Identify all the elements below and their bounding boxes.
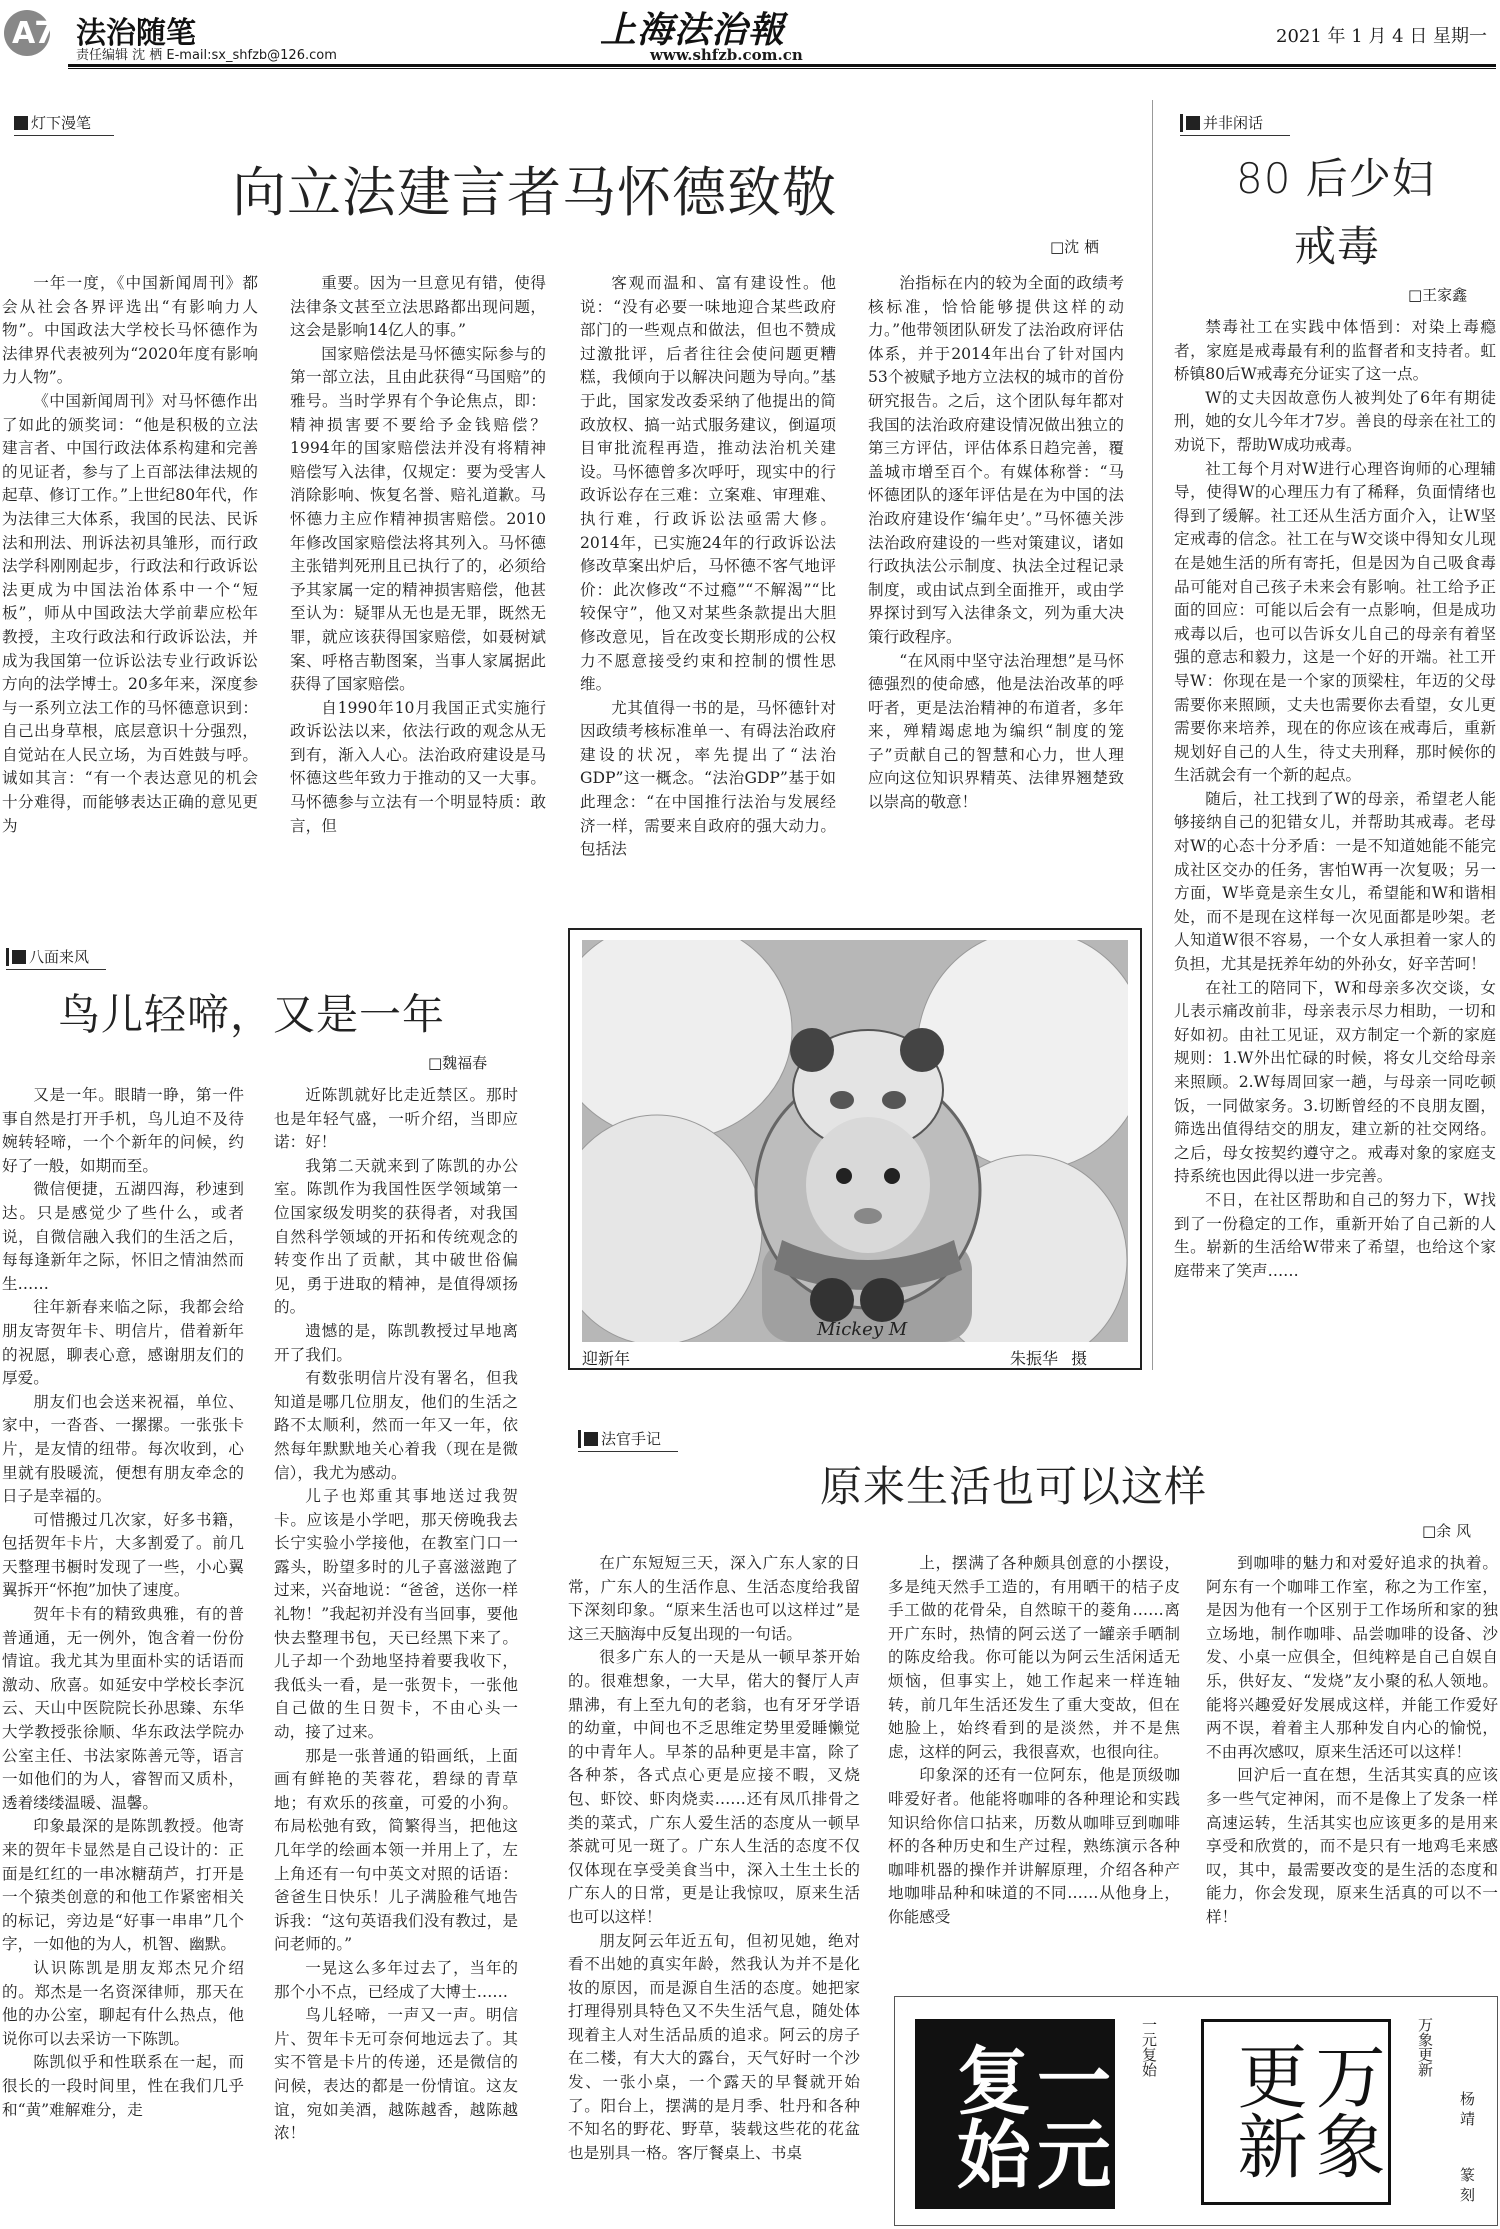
seal-caption-2: 万象更新 bbox=[1416, 2017, 1434, 2077]
article-life-col1: 在广东短短三天，深入广东人家的日常，广东人的生活作息、生活态度给我留下深刻印象。“原来生活也可以这样过”是这三天脑海中反复出现的一句话。 很多广东人的一天是从一顿早茶开始的。很难想象，一大早，偌大的餐厅人声鼎沸，有上至九旬的老翁，也有牙牙学语的幼童，中间也不乏思维定势里爱睡懒觉的中青年人。早茶的品种更是丰富，除了各种茶，各式点心更是应接不暇，叉烧包、虾饺、虾肉烧卖……还有凤爪排骨之类的菜式，广东人爱生活的态度从一顿早茶就可见一斑了。广东人生活的态度不仅仅体现在享受美食当中，深入土生土长的广东人的日常，更是让我惊叹，原来生活也可以这样！ 朋友阿云年近五旬，但初见她，绝对看不出她的真实年龄，然我认为并不是化妆的原因，而是源自生活的态度。她把家打理得别具特色又不失生活气息，随处体现着主人对生活品质的追求。阿云的房子在二楼，有大大的露台，天气好时一个沙发、一张小桌，一个露天的早餐就开始了。阳台上，摆满的是月季、牡丹和各种不知名的野花、野草，装载这些花的花盆也是别具一格。客厅餐桌上、书桌 bbox=[568, 1554, 860, 2162]
column-label-bingfei: 并非闲话 bbox=[1180, 112, 1290, 136]
photo-caption: 迎新年 bbox=[582, 1349, 631, 1368]
article-title-life: 原来生活也可以这样 bbox=[820, 1462, 1208, 1511]
seal-yiyuan: 一元复始 bbox=[915, 2019, 1115, 2209]
article-birds-col1: 又是一年。眼睛一睁，第一件事自然是打开手机，鸟儿迫不及待婉转轻啼，一个个新年的问候，约好了一般，如期而至。 微信便捷，五湖四海，秒速到达。只是感觉少了些什么，或者说，自微信融入我们的生活之后，每每逢新年之际，怀旧之情油然而生…… 往年新春来临之际，我都会给朋友寄贺年卡、明信片，借着新年的祝愿，聊表心意，感谢朋友们的厚爱。 朋友们也会送来祝福，单位、家中，一沓沓、一摞摞。一张张卡片，是友情的纽带。每次收到，心里就有股暖流，便想有朋友牵念的日子是幸福的。 可惜搬过几次家，好多书籍，包括贺年卡片，大多割爱了。前几天整理书橱时发现了一些，小心翼翼拆开“怀抱”加快了速度。 贺年卡有的精致典雅，有的普普通通，无一例外，饱含着一份份情谊。我尤其为里面朴实的话语而激动、欣喜。如延安中学校长李沉云、天山中医院院长孙思臻、东华大学教授张徐顺、华东政法学院办公室主任、书法家陈善元等，语言一如他们的为人，睿智而又质朴，透着缕缕温暖、温馨。 印象最深的是陈凯教授。他寄来的贺年卡显然是自己设计的：正面是红红的一串冰糖葫芦，打开是一个猿类创意的和他工作紧密相关的标记，旁边是“好事一串串”几个字，一如他的为人，机智、幽默。 认识陈凯是朋友郑杰兄介绍的。郑杰是一名资深律师，那天在他的办公室，聊起有什么热点，他说你可以去采访一下陈凯。 陈凯似乎和性联系在一起，而很长的一段时间里，性在我们几乎和“黄”难解难分，走 bbox=[2, 1086, 244, 2119]
article-drug-body: 禁毒社工在实践中体悟到：对染上毒瘾者，家庭是戒毒最有利的监督者和支持者。虹桥镇80后W戒毒充分证实了这一点。 W的丈夫因故意伤人被判处了6年有期徒刑，她的女儿今年才7岁。善良的母亲在社工的劝说下，帮助W成功戒毒。 社工每个月对W进行心理咨询师的心理辅导，使得W的心理压力有了稀释，负面情绪也得到了缓解。社工还从生活方面介入，让W坚定戒毒的信念。社工在与W交谈中得知女儿现在是她生活的所有寄托，但是因为自己吸食毒品可能对自己孩子未来会有影响。社工给予正面的回应：可能以后会有一点影响，但是成功戒毒以后，也可以告诉女儿自己的母亲有着坚强的意志和毅力，这是一个好的开端。社工开导W：你现在是一个家的顶梁柱，年迈的父母需要你来照顾，丈夫也需要你去看望，女儿更需要你来培养，现在的你应该在戒毒后，重新规划好自己的人生，待丈夫刑释，那时候你的生活就会有一个新的起点。 随后，社工找到了W的母亲，希望老人能够接纳自己的犯错女儿，并帮助其戒毒。老母对W的心态十分矛盾：一是不知道她能不能完成社区交办的任务，害怕W再一次复吸；另一方面，W毕竟是亲生女儿，希望能和W和谐相处，而不是现在这样每一次见面都是吵架。老人知道W很不容易，一个女人承担着一家人的负担，尤其是抚养年幼的外孙女，好辛苦呵！ 在社工的陪同下，W和母亲多次交谈，女儿表示痛改前非，母亲表示尽力相助，一切和好如初。由社工见证，双方制定一个新的家庭规则：1.W外出忙碌的时候，将女儿交给母亲来照顾。2.W每周回家一趟，与母亲一同吃顿饭，一同做家务。3.切断曾经的不良朋友圈，筛选出值得结交的朋友，建立新的社交网络。之后，母女按契约遵守之。戒毒对象的家庭支持系统也因此得以进一步完善。 不日，在社区帮助和自己的努力下，W找到了一份稳定的工作，重新开始了自己新的人生。崭新的生活给W带来了希望，也给这个家庭带来了笑声…… bbox=[1174, 318, 1496, 1280]
article-title-birds: 鸟儿轻啼，又是一年 bbox=[58, 990, 446, 1039]
column-label-bamian: 八面来风 bbox=[6, 946, 106, 970]
byline-wei: □魏福春 bbox=[428, 1054, 488, 1072]
seal-artist: 杨 靖 bbox=[1458, 2091, 1476, 2126]
article-ma-col3: 客观而温和、富有建设性。他说：“没有必要一味地迎合某些政府部门的一些观点和做法，但也不赞成过激批评，后者往往会使问题更糟糕，我倾向于以解决问题为导向。”基于此，国家发改委采纳了他提出的简政放权、搞一站式服务建议，倒逼项目审批流程再造，推动法治机关建设。马怀德曾多次呼吁，现实中的行政诉讼存在三难：立案难、审理难、执行难，行政诉讼法亟需大修。2014年，已实施24年的行政诉讼法修改草案出炉后，马怀德不客气地评价：此次修改“不过瘾”“不解渴”“比较保守”，他又对某些条款提出大胆修改意见，旨在改变长期形成的公权力不愿意接受约束和控制的惯性思维。 尤其值得一书的是，马怀德针对因政绩考核标准单一、有碍法治政府建设的状况，率先提出了“法治GDP”这一概念。“法治GDP”基于如此理念：“在中国推行法治与发展经济一样，需要来自政府的强大动力。包括法 bbox=[580, 274, 836, 859]
issue-date: 2021 年 1 月 4 日 星期一 bbox=[1276, 26, 1488, 47]
article-ma-col2: 重要。因为一旦意见有错，使得法律条文甚至立法思路都出现问题，这会是影响14亿人的事。” 国家赔偿法是马怀德实际参与的第一部立法，且由此获得“马国赔”的雅号。当时学界有个争论焦点，即：精神损害要不要给予金钱赔偿？1994年的国家赔偿法并没有将精神赔偿写入法律，仅规定：要为受害人消除影响、恢复名誉、赔礼道歉。马怀德力主应作精神损害赔偿。2010年修改国家赔偿法将其列入。马怀德主张错判死刑且已执行了的，必须给予其家属一定的精神损害赔偿，他甚至认为：疑罪从无也是无罪，既然无罪，就应该获得国家赔偿，如聂树斌案、呼格吉勒图案，当事人家属据此获得了国家赔偿。 自1990年10月我国正式实施行政诉讼法以来，依法行政的观念从无到有，渐入人心。法治政府建设是马怀德这些年致力于推动的又一大事。马怀德参与立法有一个明显特质：敢言，但 bbox=[290, 274, 546, 835]
svg-text:Mickey M: Mickey M bbox=[817, 1319, 908, 1340]
column-label-faguan: 法官手记 bbox=[578, 1428, 678, 1452]
seal-caption-1: 一元复始 bbox=[1140, 2017, 1158, 2077]
article-ma-col4: 治指标在内的较为全面的政绩考核标准，恰恰能够提供这样的动力。”他带领团队研发了法治政府评估体系，并于2014年出台了针对国内53个被赋予地方立法权的城市的首份研究报告。之后，这个团队每年都对我国的法治政府建设情况做出独立的第三方评估，评估体系日趋完善，覆盖城市增至百个。有媒体称誉：“马怀德团队的逐年评估是在为中国的法治政府建设作‘编年史’。”马怀德关涉法治政府建设的一些对策建议，诸如行政执法公示制度、执法全过程记录制度，或由试点到全面推开，或由学界探讨到写入法律条文，列为重大决策行政程序。 “在风雨中坚守法治理想”是马怀德强烈的使命感，他是法治改革的呼吁者，更是法治精神的布道者，多年来，殚精竭虑地为编织“制度的笼子”贡献自己的智慧和心力，世人理应向这位知识界精英、法律界翘楚致以崇高的敬意！ bbox=[868, 274, 1124, 812]
photo-credit: 朱振华 摄 bbox=[1010, 1349, 1088, 1368]
photo-frame bbox=[568, 928, 1142, 1370]
article-life-col2: 上，摆满了各种颇具创意的小摆设，多是纯天然手工造的，有用晒干的桔子皮手工做的花骨朵，自然晾干的菱角……离开广东时，热情的阿云送了一罐亲手晒制的陈皮给我。你可能以为阿云生活闲适无烦恼，但事实上，她工作起来一样连轴转，前几年生活还发生了重大变故，但在她脸上，始终看到的是淡然，并不是焦虑，这样的阿云，我很喜欢，也很向往。 印象深的还有一位阿东，他是顶级咖啡爱好者。他能将咖啡的各种理论和实践知识给你信口拈来，历数从咖啡豆到咖啡杯的各种历史和生产过程，熟练演示各种咖啡机器的操作并讲解原理，介绍各种产地咖啡品种和味道的不同……从他身上，你能感受 bbox=[888, 1554, 1180, 1926]
section-title: 法治随笔 bbox=[76, 16, 196, 51]
seal-wanxiang: 万象更新 bbox=[1201, 2019, 1391, 2205]
article-life-col3: 到咖啡的魅力和对爱好追求的执着。阿东有一个咖啡工作室，称之为工作室，是因为他有一个区别于工作场所和家的独立场地，制作咖啡、品尝咖啡的设备、沙发、小桌一应俱全，但纯粹是自己自娱自乐，供好友、“发烧”友小聚的私人领地。能将兴趣爱好发展成这样，并能工作爱好两不误，着着主人那种发自内心的愉悦，不由再次感叹，原来生活还可以这样！ 回沪后一直在想，生活其实真的应该多一些气定神闲，而不是像上了发条一样高速运转，生活其实也应该更多的是用来享受和欣赏的，而不是只有一地鸡毛来感叹，其中，最需要改变的是生活的态度和能力，你会发现，原来生活真的可以不一样！ bbox=[1206, 1554, 1498, 1926]
column-label-dengxia: 灯下漫笔 bbox=[14, 112, 114, 136]
byline-shen: □沈 栖 bbox=[1050, 238, 1099, 256]
column-divider bbox=[1152, 100, 1153, 1370]
editor-line: 责任编辑 沈 栖 E-mail:sx_shfzb@126.com bbox=[76, 48, 337, 63]
article-title-drug-l1: 80 后少妇 bbox=[1236, 154, 1435, 203]
article-birds-col2: 近陈凯就好比走近禁区。那时也是年轻气盛，一听介绍，当即应诺：好！ 我第二天就来到了陈凯的办公室。陈凯作为我国性医学领域第一位国家级发明奖的获得者，对我国自然科学领域的开拓和传统观念的转变作出了贡献，其中破世俗偏见，勇于进取的精神，是值得颂扬的。 遗憾的是，陈凯教授过早地离开了我们。 有数张明信片没有署名，但我知道是哪几位朋友，他们的生活之路不太顺利，然而一年又一年，依然每年默默地关心着我（现在是微信），我尤为感动。 儿子也郑重其事地送过我贺卡。应该是小学吧，那天傍晚我去长宁实验小学接他，在教室门口一露头，盼望多时的儿子喜滋滋跑了过来，兴奋地说：“爸爸，送你一样礼物！”我起初并没有当回事，要他快去整理书包，天已经黑下来了。儿子却一个劲地坚持着要我收下，我低头一看，是一张贺卡，一张他自己做的生日贺卡，不由心头一动，接了过来。 那是一张普通的铅画纸，上面画有鲜艳的芙蓉花，碧绿的青草地；有欢乐的孩童，可爱的小狗。布局松弛有致，简繁得当，把他这几年学的绘画本领一并用上了，左上角还有一句中英文对照的话语：爸爸生日快乐！儿子满脸稚气地告诉我：“这句英语我们没有教过，是问老师的。” 一晃这么多年过去了，当年的那个小不点，已经成了大博士…… 鸟儿轻啼，一声又一声。明信片、贺年卡无可奈何地远去了。其实不管是卡片的传递，还是微信的问候，表达的都是一份情谊。这友谊，宛如美酒，越陈越香，越陈越浓！ bbox=[274, 1086, 518, 2143]
masthead-rule-thin bbox=[68, 68, 1496, 69]
article-title-drug-l2: 戒毒 bbox=[1294, 222, 1381, 271]
byline-yu: □余 风 bbox=[1422, 1522, 1471, 1540]
new-year-photo bbox=[582, 940, 1128, 1342]
byline-wang: □王家鑫 bbox=[1408, 286, 1468, 304]
masthead-rule bbox=[68, 64, 1496, 67]
seal-panel bbox=[894, 1996, 1498, 2226]
article-ma-col1: 一年一度，《中国新闻周刊》都会从社会各界评选出“有影响力人物”。中国政法大学校长马怀德作为法律界代表被列为“2020年度有影响力人物”。 《中国新闻周刊》对马怀德作出了如此的颁奖词：“他是积极的立法建言者、中国行政法体系构建和完善的见证者，参与了上百部法律法规的起草、修订工作。”上世纪80年代，作为法律三大体系，我国的民法、民诉法和刑法、刑诉法初具雏形，而行政法学科刚刚起步，行政法和行政诉讼法更成为中国法治体系中一个“短板”，师从中国政法大学前辈应松年教授，主攻行政法和行政诉讼法，并成为我国第一位诉讼法专业行政诉讼方向的法学博士。20多年来，深度参与一系列立法工作的马怀德意识到：自己出身草根，底层意识十分强烈，自觉站在人民立场，为百姓鼓与呼。诚如其言：“有一个表达意见的机会十分难得，而能够表达正确的意见更为 bbox=[2, 274, 258, 835]
seal-carved: 篆 刻 bbox=[1458, 2167, 1476, 2202]
website-url: www.shfzb.com.cn bbox=[650, 46, 803, 64]
newspaper-name: 上海法治報 bbox=[600, 9, 786, 51]
article-title-ma: 向立法建言者马怀德致敬 bbox=[232, 161, 837, 224]
page-number-badge: A7 bbox=[4, 10, 62, 56]
